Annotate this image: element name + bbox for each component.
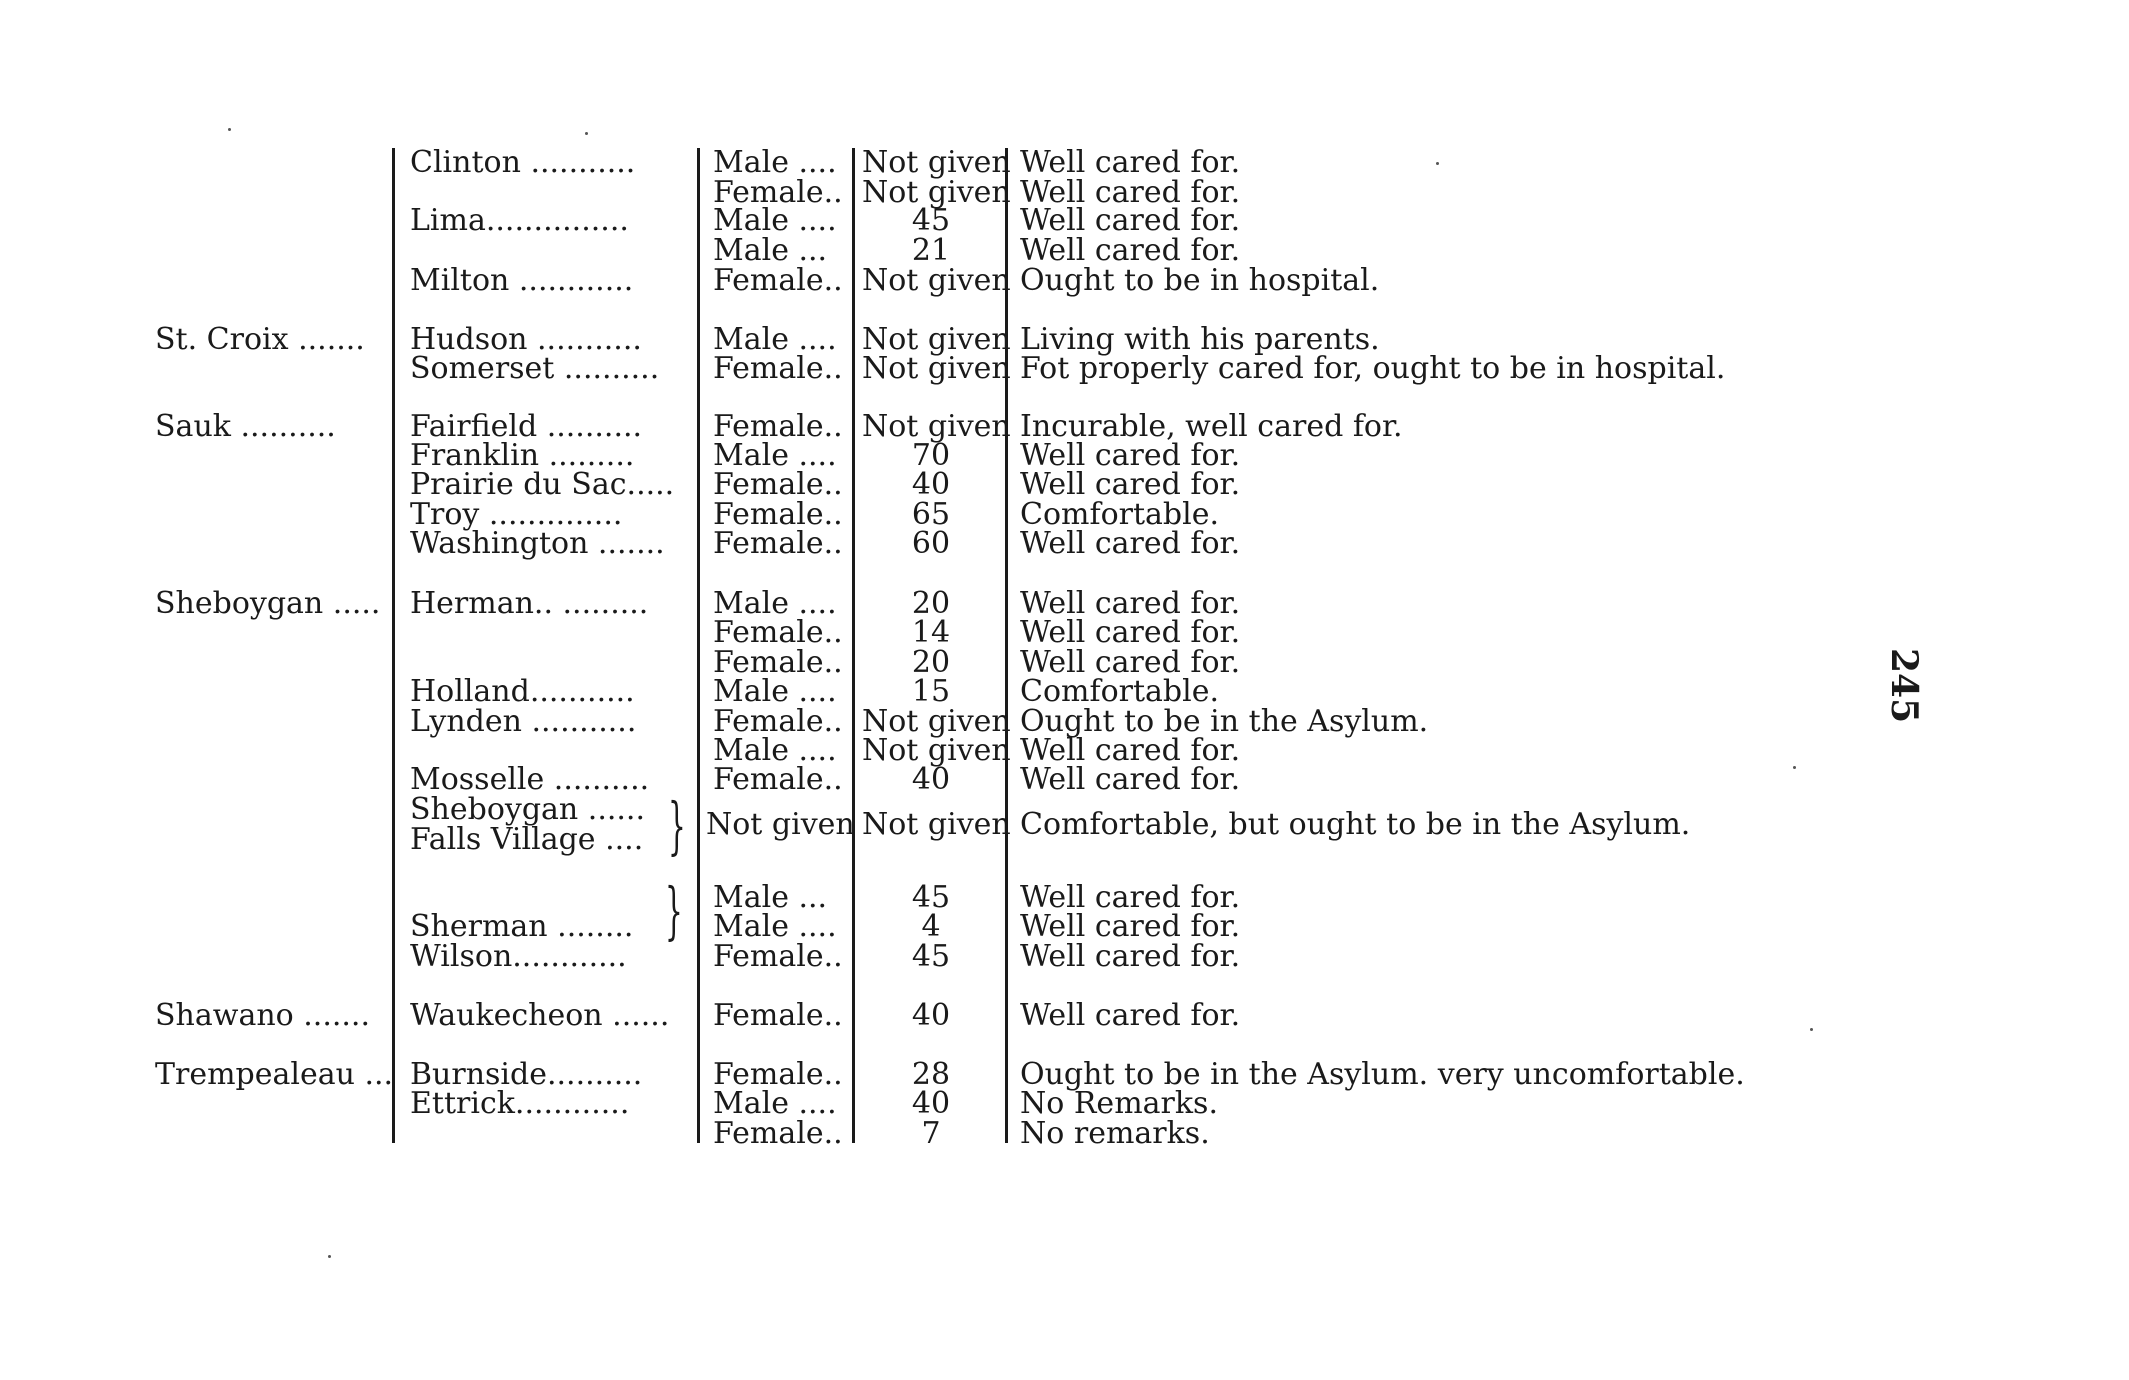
- row-10-age: 65: [911, 497, 951, 532]
- speck: [1810, 1028, 1813, 1031]
- row-3-age: 21: [911, 233, 951, 268]
- row-16-remarks: Ought to be in the Asylum.: [1020, 704, 1429, 739]
- speck: [585, 132, 588, 135]
- row-0-town: Clinton ...........: [410, 145, 636, 180]
- row-14-remarks: Well cared for.: [1020, 645, 1241, 680]
- row-12-remarks: Well cared for.: [1020, 586, 1241, 621]
- speck: [328, 1255, 331, 1258]
- row-9-sex: Female..: [713, 467, 843, 502]
- speck: [1793, 766, 1796, 769]
- row-22-remarks: Well cared for.: [1020, 909, 1241, 944]
- row-0-remarks: Well cared for.: [1020, 145, 1241, 180]
- row-8-town: Franklin .........: [410, 438, 635, 473]
- row-15-remarks: Comfortable.: [1020, 674, 1219, 709]
- row-7-remarks: Incurable, well cared for.: [1020, 409, 1403, 444]
- row-4-age: Not given: [862, 263, 1011, 298]
- row-11-sex: Female..: [713, 526, 843, 561]
- row-15-town: Holland...........: [410, 674, 635, 709]
- row-26-age: 40: [911, 1086, 951, 1121]
- row-23-sex: Female..: [713, 939, 843, 974]
- row-8-remarks: Well cared for.: [1020, 438, 1241, 473]
- row-14-age: 20: [911, 645, 951, 680]
- row-14-sex: Female..: [713, 645, 843, 680]
- row-2-sex: Male ....: [713, 203, 837, 238]
- speck: [228, 128, 231, 131]
- row-6-remarks: Fot properly cared for, ought to be in hospital.: [1020, 351, 1726, 386]
- row-27-remarks: No remarks.: [1020, 1116, 1210, 1151]
- row-25-sex: Female..: [713, 1057, 843, 1092]
- row-11-age: 60: [911, 526, 951, 561]
- row-27-sex: Female..: [713, 1116, 843, 1151]
- row-18-sex: Female..: [713, 762, 843, 797]
- row-5-sex: Male ....: [713, 322, 837, 357]
- row-7-age: Not given: [862, 409, 1011, 444]
- row-18-town: Mosselle ..........: [410, 762, 650, 797]
- rule-sex-age: [852, 148, 855, 1143]
- row-12-town: Herman.. .........: [410, 586, 649, 621]
- row-18-age: 40: [911, 762, 951, 797]
- row-8-sex: Male ....: [713, 438, 837, 473]
- row-22-age: 4: [921, 909, 941, 944]
- row-12-sex: Male ....: [713, 586, 837, 621]
- brace-sherman: }: [665, 874, 683, 947]
- row-0-sex: Male ....: [713, 145, 837, 180]
- row-21-remarks: Well cared for.: [1020, 880, 1241, 915]
- row-7-sex: Female..: [713, 409, 843, 444]
- row-19-town: Sheboygan ......: [410, 792, 646, 827]
- row-17-age: Not given: [862, 733, 1011, 768]
- row-1-remarks: Well cared for.: [1020, 175, 1241, 210]
- row-7-county: Sauk ..........: [155, 409, 336, 444]
- row-5-town: Hudson ...........: [410, 322, 642, 357]
- row-4-sex: Female..: [713, 263, 843, 298]
- brace-sheboygan-falls: }: [668, 789, 686, 862]
- row-7-town: Fairfield ..........: [410, 409, 643, 444]
- row-1-sex: Female..: [713, 175, 843, 210]
- row-2-town: Lima...............: [410, 203, 629, 238]
- row-6-age: Not given: [862, 351, 1011, 386]
- row-15-sex: Male ....: [713, 674, 837, 709]
- row-16-town: Lynden ...........: [410, 704, 637, 739]
- row-20-sex: Not given: [706, 807, 855, 842]
- row-24-town: Waukecheon ......: [410, 998, 670, 1033]
- row-5-age: Not given: [862, 322, 1011, 357]
- row-26-remarks: No Remarks.: [1020, 1086, 1218, 1121]
- row-27-age: 7: [921, 1116, 941, 1151]
- row-22-town: Sherman ........: [410, 909, 634, 944]
- row-8-age: 70: [911, 438, 951, 473]
- rule-county-town: [392, 148, 395, 1143]
- row-13-sex: Female..: [713, 615, 843, 650]
- row-20-remarks: Comfortable, but ought to be in the Asylum.: [1020, 807, 1691, 842]
- speck: [1436, 162, 1439, 165]
- row-2-age: 45: [911, 203, 951, 238]
- row-2-remarks: Well cared for.: [1020, 203, 1241, 238]
- row-24-remarks: Well cared for.: [1020, 998, 1241, 1033]
- row-17-sex: Male ....: [713, 733, 837, 768]
- row-24-sex: Female..: [713, 998, 843, 1033]
- rule-town-sex: [697, 148, 700, 1143]
- row-16-age: Not given: [862, 704, 1011, 739]
- row-5-remarks: Living with his parents.: [1020, 322, 1380, 357]
- row-23-age: 45: [911, 939, 951, 974]
- row-5-county: St. Croix .......: [155, 322, 365, 357]
- row-24-age: 40: [911, 998, 951, 1033]
- row-23-town: Wilson............: [410, 939, 627, 974]
- row-21-sex: Male ...: [713, 880, 828, 915]
- row-1-age: Not given: [862, 175, 1011, 210]
- row-18-remarks: Well cared for.: [1020, 762, 1241, 797]
- row-25-age: 28: [911, 1057, 951, 1092]
- row-13-age: 14: [911, 615, 951, 650]
- row-25-town: Burnside..........: [410, 1057, 643, 1092]
- row-10-remarks: Comfortable.: [1020, 497, 1219, 532]
- row-26-sex: Male ....: [713, 1086, 837, 1121]
- row-4-town: Milton ............: [410, 263, 634, 298]
- row-22-sex: Male ....: [713, 909, 837, 944]
- row-20-town: Falls Village ....: [410, 822, 644, 857]
- row-15-age: 15: [911, 674, 951, 709]
- row-6-sex: Female..: [713, 351, 843, 386]
- row-25-remarks: Ought to be in the Asylum. very uncomfortable.: [1020, 1057, 1745, 1092]
- row-11-town: Washington .......: [410, 526, 665, 561]
- row-21-age: 45: [911, 880, 951, 915]
- row-12-county: Sheboygan .....: [155, 586, 381, 621]
- row-12-age: 20: [911, 586, 951, 621]
- page-number: 245: [1883, 648, 1925, 724]
- row-6-town: Somerset ..........: [410, 351, 660, 386]
- row-0-age: Not given: [862, 145, 1011, 180]
- row-23-remarks: Well cared for.: [1020, 939, 1241, 974]
- row-11-remarks: Well cared for.: [1020, 526, 1241, 561]
- row-20-age: Not given: [862, 807, 1011, 842]
- row-25-county: Trempealeau ...: [155, 1057, 394, 1092]
- row-10-town: Troy ..............: [410, 497, 623, 532]
- row-10-sex: Female..: [713, 497, 843, 532]
- row-24-county: Shawano .......: [155, 998, 370, 1033]
- row-3-remarks: Well cared for.: [1020, 233, 1241, 268]
- row-16-sex: Female..: [713, 704, 843, 739]
- row-13-remarks: Well cared for.: [1020, 615, 1241, 650]
- row-9-remarks: Well cared for.: [1020, 467, 1241, 502]
- row-4-remarks: Ought to be in hospital.: [1020, 263, 1380, 298]
- row-9-town: Prairie du Sac.....: [410, 467, 675, 502]
- row-17-remarks: Well cared for.: [1020, 733, 1241, 768]
- row-9-age: 40: [911, 467, 951, 502]
- row-3-sex: Male ...: [713, 233, 828, 268]
- row-26-town: Ettrick............: [410, 1086, 630, 1121]
